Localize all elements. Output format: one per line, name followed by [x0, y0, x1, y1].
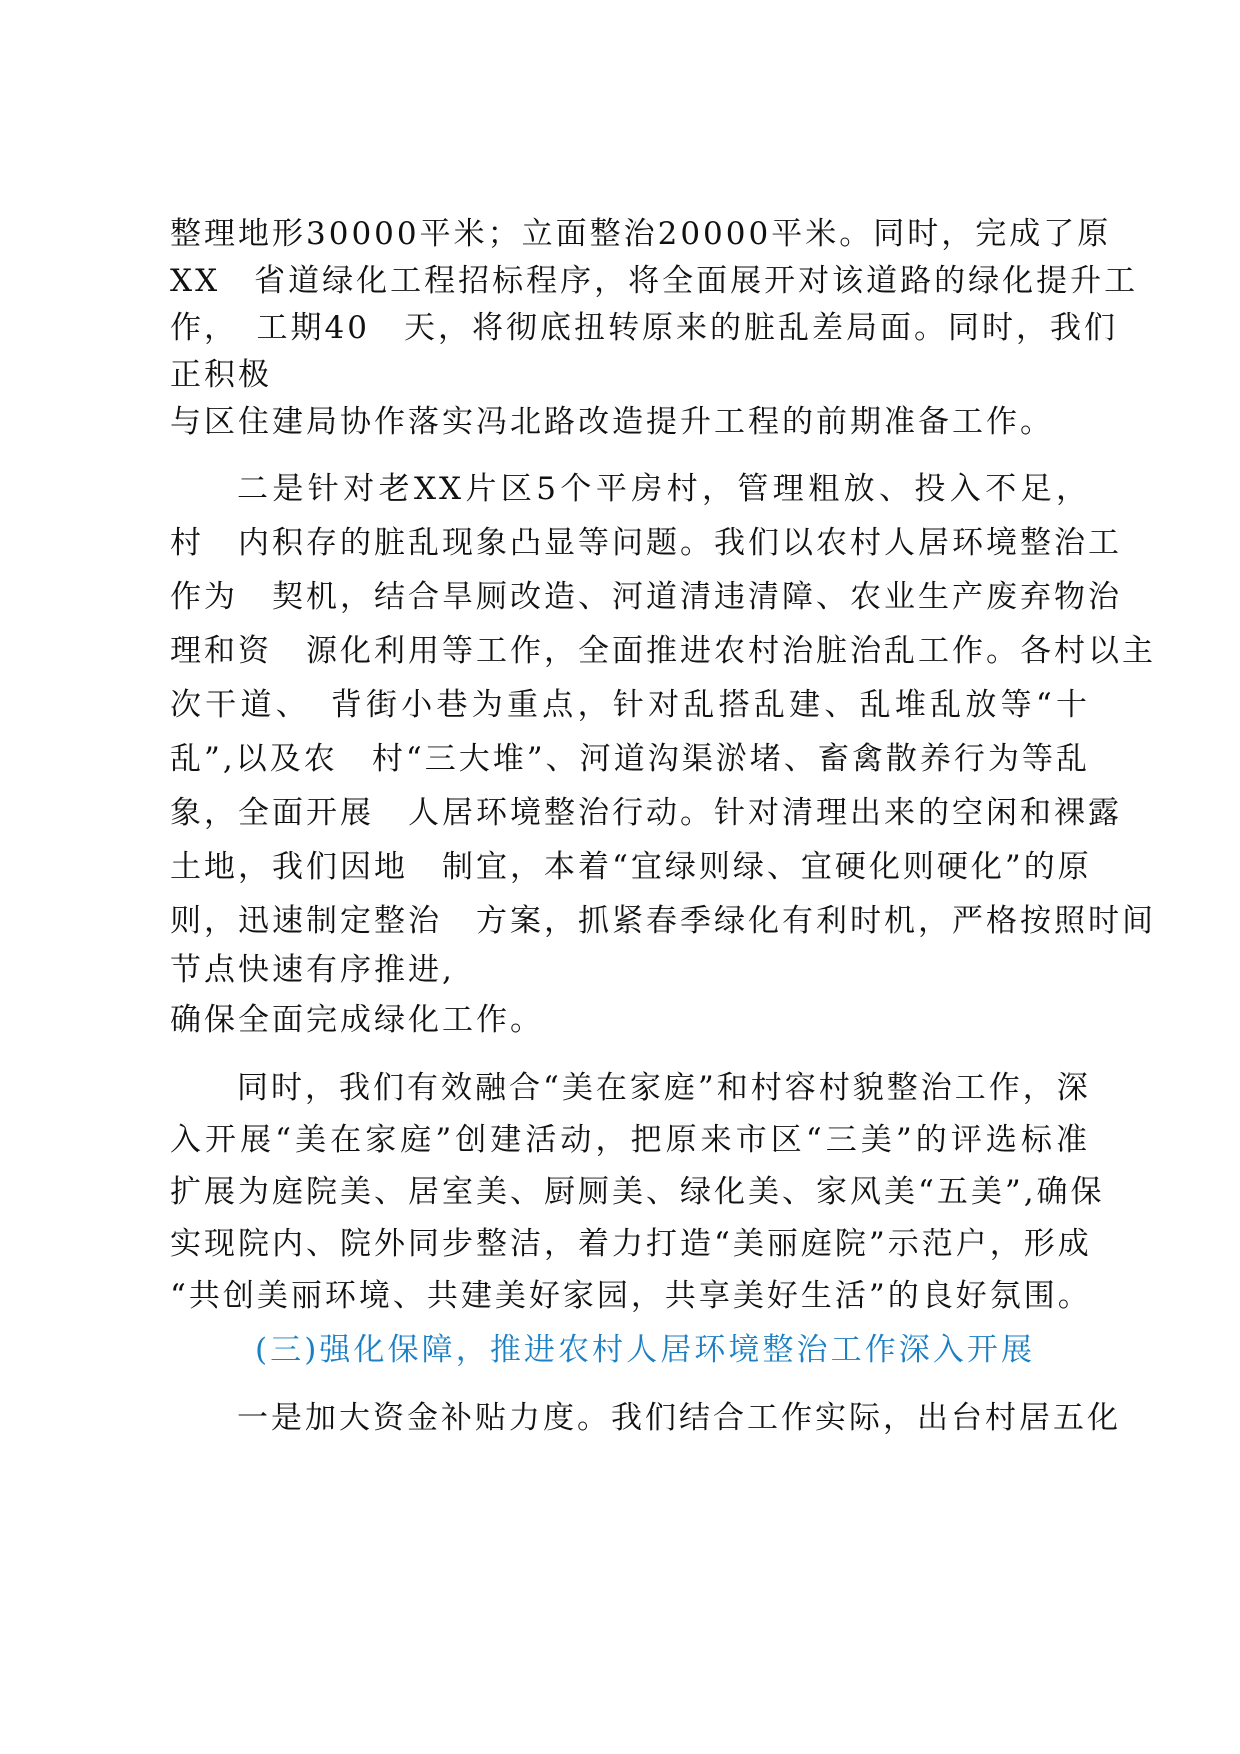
body-text-line: “共创美丽环境、共建美好家园，共享美好生活”的良好氛围。	[170, 1278, 1092, 1314]
body-text-line: 作为 契机，结合旱厕改造、河道清违清障、农业生产废弃物治	[170, 579, 1122, 615]
body-text-line: 二是针对老XX片区5个平房村，管理粗放、投入不足，	[237, 471, 1090, 507]
body-text-line: 节点快速有序推进,	[170, 952, 455, 988]
body-text-line: 整理地形30000平米；立面整治20000平米。同时，完成了原	[170, 216, 1112, 252]
body-text-line: 土地，我们因地 制宜，本着“宜绿则绿、宜硬化则硬化”的原	[170, 849, 1092, 885]
body-text-line: 扩展为庭院美、居室美、厨厕美、绿化美、家风美“五美”,确保	[170, 1174, 1105, 1210]
body-text-line: 确保全面完成绿化工作。	[170, 1002, 544, 1038]
body-text-line: 村 内积存的脏乱现象凸显等问题。我们以农村人居环境整治工	[170, 525, 1122, 561]
body-text-line: 则，迅速制定整治 方案，抓紧春季绿化有利时机，严格按照时间	[170, 903, 1156, 939]
body-text-line: 乱”,以及农 村“三大堆”、河道沟渠淤堵、畜禽散养行为等乱	[170, 741, 1090, 777]
body-text-line: 实现院内、院外同步整洁，着力打造“美丽庭院”示范户，形成	[170, 1226, 1092, 1262]
body-text-line: 理和资 源化利用等工作，全面推进农村治脏治乱工作。各村以主	[170, 633, 1156, 669]
body-text-line: 入开展“美在家庭”创建活动，把原来市区“三美”的评选标准	[170, 1122, 1090, 1158]
section-heading: (三)强化保障，推进农村人居环境整治工作深入开展	[255, 1332, 1035, 1368]
body-text-line: 正积极	[170, 357, 272, 393]
body-text-line: 一是加大资金补贴力度。我们结合工作实际，出台村居五化	[237, 1400, 1121, 1436]
body-text-line: 象，全面开展 人居环境整治行动。针对清理出来的空闲和裸露	[170, 795, 1122, 831]
body-text-line: 次干道、 背街小巷为重点，针对乱搭乱建、乱堆乱放等“十	[170, 687, 1090, 723]
body-text-line: 与区住建局协作落实冯北路改造提升工程的前期准备工作。	[170, 404, 1054, 440]
body-text-line: XX 省道绿化工程招标程序，将全面展开对该道路的绿化提升工	[170, 263, 1139, 299]
body-text-line: 作， 工期40 天，将彻底扭转原来的脏乱差局面。同时，我们	[170, 310, 1118, 346]
body-text-line: 同时，我们有效融合“美在家庭”和村容村貌整治工作，深	[237, 1070, 1091, 1106]
